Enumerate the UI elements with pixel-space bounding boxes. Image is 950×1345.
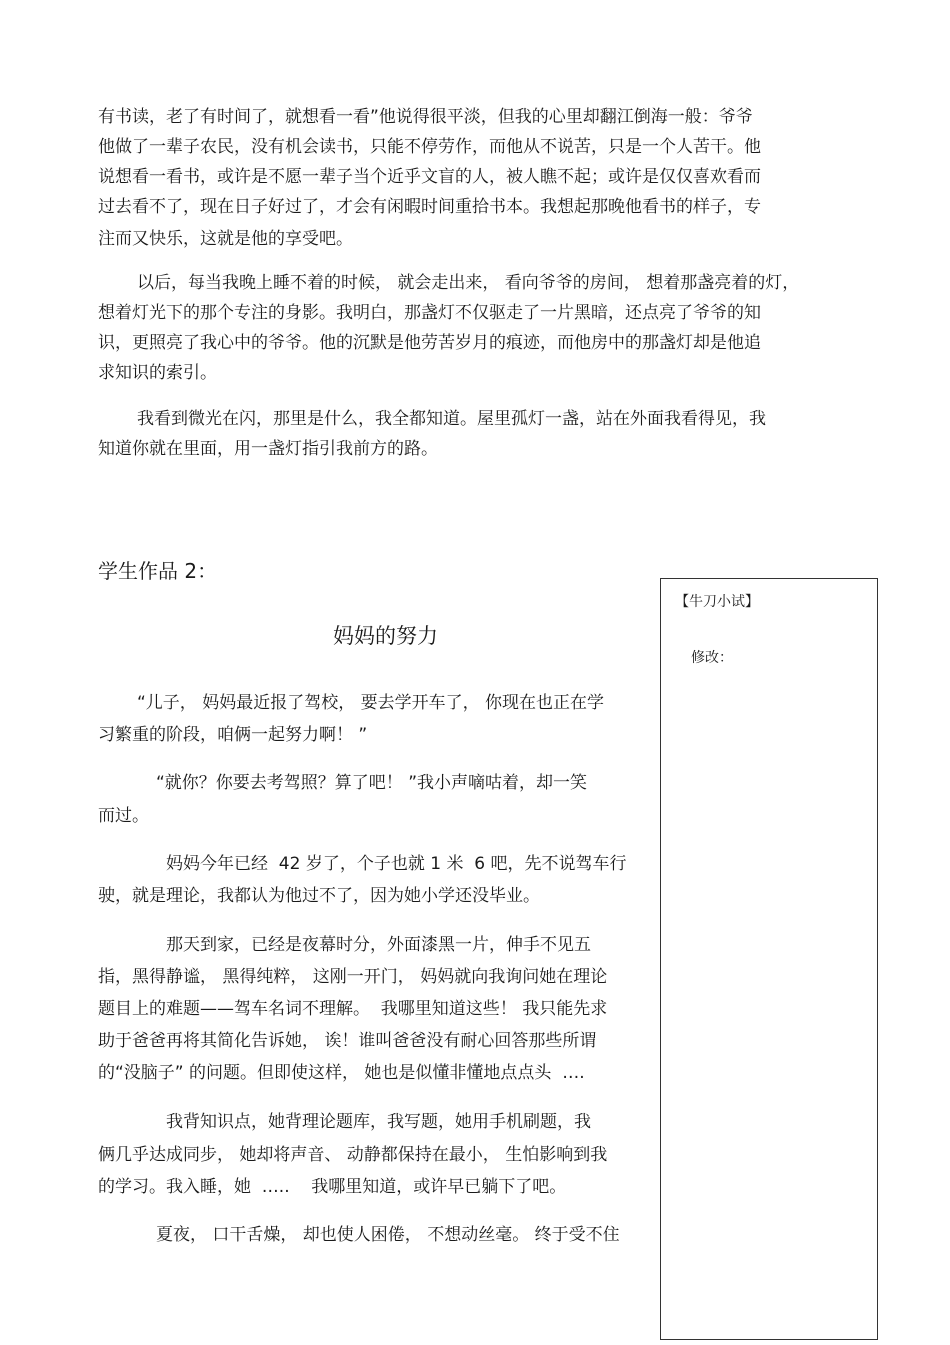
text-line: 夏夜， 口干舌燥， 却也使人困倦， 不想动丝毫。 终于受不住 [156,1225,620,1245]
text-line: 指，黑得静谧， 黑得纯粹， 这刚一开门， 妈妈就向我询问她在理论 [98,967,608,987]
text-line: 过去看不了，现在日子好过了，才会有闲暇时间重拾书本。我想起那晚他看书的样子，专 [98,197,761,217]
text-line: 求知识的索引。 [98,363,217,383]
text-line: 那天到家，已经是夜幕时分，外面漆黑一片，伸手不见五 [166,935,591,955]
text-line: 说想看一看书，或许是不愿一辈子当个近乎文盲的人，被人瞧不起；或许是仅仅喜欢看而 [98,167,761,187]
text-line: 习繁重的阶段，咱俩一起努力啊！ ” [98,725,368,745]
text-line: 驶，就是理论，我都认为他过不了，因为她小学还没毕业。 [98,886,540,906]
section-heading: 学生作品 2： [98,559,218,583]
text-line: 以后，每当我晚上睡不着的时候， 就会走出来， 看向爷爷的房间， 想着那盏亮着的灯， [137,273,800,293]
text-line: 而过。 [98,806,149,826]
text-line: 题目上的难题——驾车名词不理解。 我哪里知道这些！ 我只能先求 [98,999,608,1019]
revision-box-title: 【牛刀小试】 [675,594,759,610]
text-line: 想着灯光下的那个专注的身影。我明白，那盏灯不仅驱走了一片黑暗，还点亮了爷爷的知 [98,303,761,323]
text-line: “就你？你要去考驾照？算了吧！ ”我小声嘀咕着，却一笑 [156,773,588,793]
text-line: 妈妈今年已经 42 岁了，个子也就 1 米 6 吧，先不说驾车行 [166,854,627,874]
text-line: 知道你就在里面，用一盏灯指引我前方的路。 [98,439,438,459]
text-line: 助于爸爸再将其简化告诉她， 诶！谁叫爸爸没有耐心回答那些所谓 [98,1031,597,1051]
text-line: 有书读，老了有时间了，就想看一看”他说得很平淡，但我的心里却翻江倒海一般：爷爷 [98,107,753,127]
revision-box [660,578,878,1340]
revision-label: 修改： [691,650,733,666]
text-line: “儿子， 妈妈最近报了驾校， 要去学开车了， 你现在也正在学 [137,693,605,713]
text-line: 注而又快乐，这就是他的享受吧。 [98,229,353,249]
text-line: 的“没脑子” 的问题。但即使这样， 她也是似懂非懂地点点头 …. [98,1063,585,1083]
text-line: 俩几乎达成同步， 她却将声音、 动静都保持在最小， 生怕影响到我 [98,1145,608,1165]
essay-title: 妈妈的努力 [333,624,438,648]
text-line: 的学习。我入睡，她 ….. 我哪里知道，或许早已躺下了吧。 [98,1177,567,1197]
text-line: 识，更照亮了我心中的爷爷。他的沉默是他劳苦岁月的痕迹，而他房中的那盏灯却是他追 [98,333,761,353]
text-line: 我看到微光在闪，那里是什么，我全都知道。屋里孤灯一盏，站在外面我看得见，我 [137,409,766,429]
text-line: 他做了一辈子农民，没有机会读书，只能不停劳作，而他从不说苦，只是一个人苦干。他 [98,137,761,157]
text-line: 我背知识点，她背理论题库，我写题，她用手机刷题，我 [166,1112,591,1132]
